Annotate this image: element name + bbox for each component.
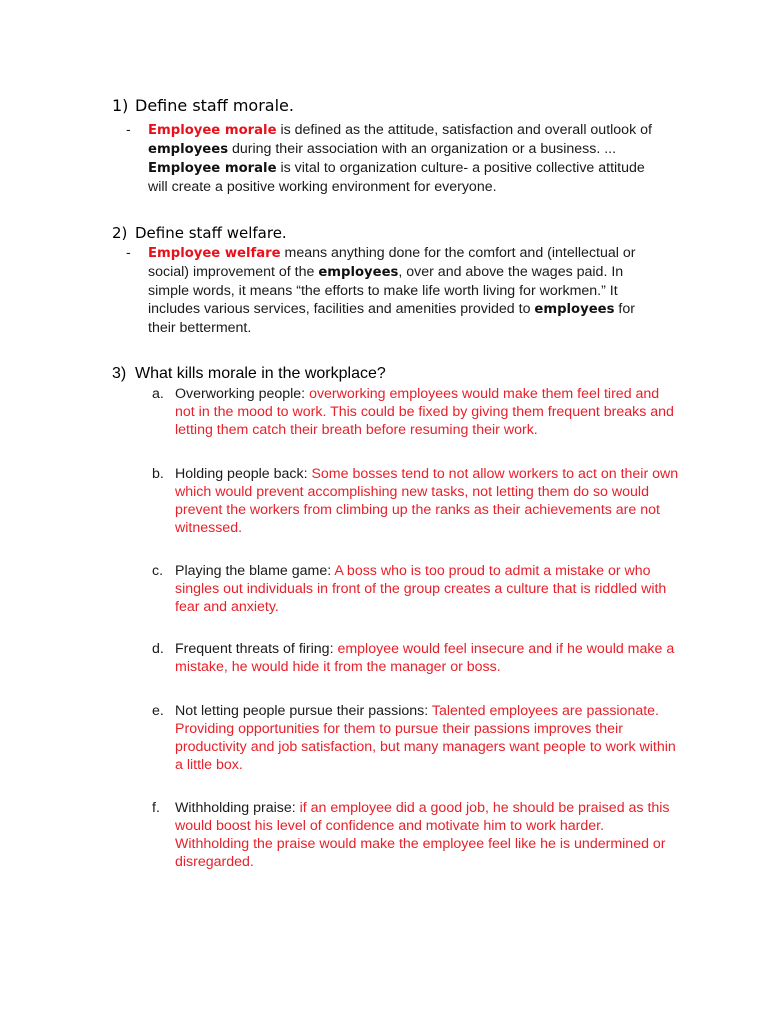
item-answer: employee would feel insecure and if he would make a mistake, he would hide it from the manager or boss. <box>175 641 675 675</box>
section-3-number: 3) <box>112 365 127 382</box>
item-label: Playing the blame game: <box>175 563 335 579</box>
item-answer: Talented employees are passionate. Providing opportunities for them to pursue their passions improves their productivity and job satisfaction, but many managers want people to work within a little box. <box>175 703 676 773</box>
section-1-number: 1) <box>112 96 129 115</box>
list-marker: a. <box>152 386 164 402</box>
answer-text: for their betterment. <box>148 301 635 336</box>
item-label: Withholding praise: <box>175 800 300 816</box>
section-2-title: Define staff welfare. <box>135 224 287 242</box>
section-2-heading <box>112 224 287 242</box>
section-3-heading <box>112 365 386 383</box>
section-1-title: Define staff morale. <box>135 96 294 115</box>
list-item <box>152 465 682 537</box>
section-2-number: 2) <box>112 224 128 242</box>
answer-text: is defined as the attitude, satisfaction and overall outlook of <box>276 122 652 138</box>
keyword-employee-welfare: Employee welfare <box>148 246 281 261</box>
list-item <box>152 562 682 616</box>
list-item <box>152 702 682 774</box>
list-item <box>152 385 682 439</box>
keyword-employees: employees <box>148 142 229 157</box>
section-2-answer <box>148 244 666 337</box>
section-3-title: What kills morale in the workplace? <box>135 365 386 382</box>
section-1-heading <box>112 96 294 115</box>
section-1-answer <box>148 121 666 196</box>
bullet-dash: - <box>126 122 131 138</box>
list-marker: f. <box>152 800 160 816</box>
answer-text: is vital to organization culture- a positive collective attitude will create a positive working environment for everyone. <box>148 160 645 195</box>
item-answer: A boss who is too proud to admit a mistake or who singles out individuals in front of the group creates a culture that is riddled with fear and anxiety. <box>175 563 667 615</box>
list-item <box>152 640 682 676</box>
item-label: Frequent threats of firing: <box>175 641 338 657</box>
keyword-employee-morale: Employee morale <box>148 161 277 176</box>
keyword-employees: employees <box>318 265 399 280</box>
item-answer: Some bosses tend to not allow workers to act on their own which would prevent accomplishing new tasks, not letting them do so would prevent the workers from climbing up the ranks as their achievements are not witnessed. <box>175 466 679 536</box>
item-answer: if an employee did a good job, he should be praised as this would boost his level of confidence and motivate him to work harder. Withholding the praise would make the employee feel like he is undermined or disregarded. <box>175 800 670 870</box>
section-1-bullet <box>126 121 666 196</box>
answer-text: during their association with an organization or a business. ... <box>228 141 617 157</box>
answer-text: means anything done for the comfort and (intellectual or social) improvement of the <box>148 245 636 280</box>
list-marker: b. <box>152 466 164 482</box>
list-marker: e. <box>152 703 164 719</box>
section-2-bullet <box>126 244 666 337</box>
bullet-dash: - <box>126 245 131 261</box>
list-marker: d. <box>152 641 164 657</box>
list-item <box>152 799 682 871</box>
keyword-employee-morale: Employee morale <box>148 123 277 138</box>
answer-text: , over and above the wages paid. In simple words, it means “the efforts to make life worth living for workmen.” It includes various services, facilities and amenities provided to <box>148 264 624 317</box>
item-label: Not letting people pursue their passions: <box>175 703 432 719</box>
item-label: Overworking people: <box>175 386 310 402</box>
keyword-employees: employees <box>534 302 615 317</box>
item-label: Holding people back: <box>175 466 312 482</box>
item-answer: overworking employees would make them feel tired and not in the mood to work. This could be fixed by giving them frequent breaks and letting them catch their breath before resuming their work. <box>175 386 674 438</box>
list-marker: c. <box>152 563 164 579</box>
